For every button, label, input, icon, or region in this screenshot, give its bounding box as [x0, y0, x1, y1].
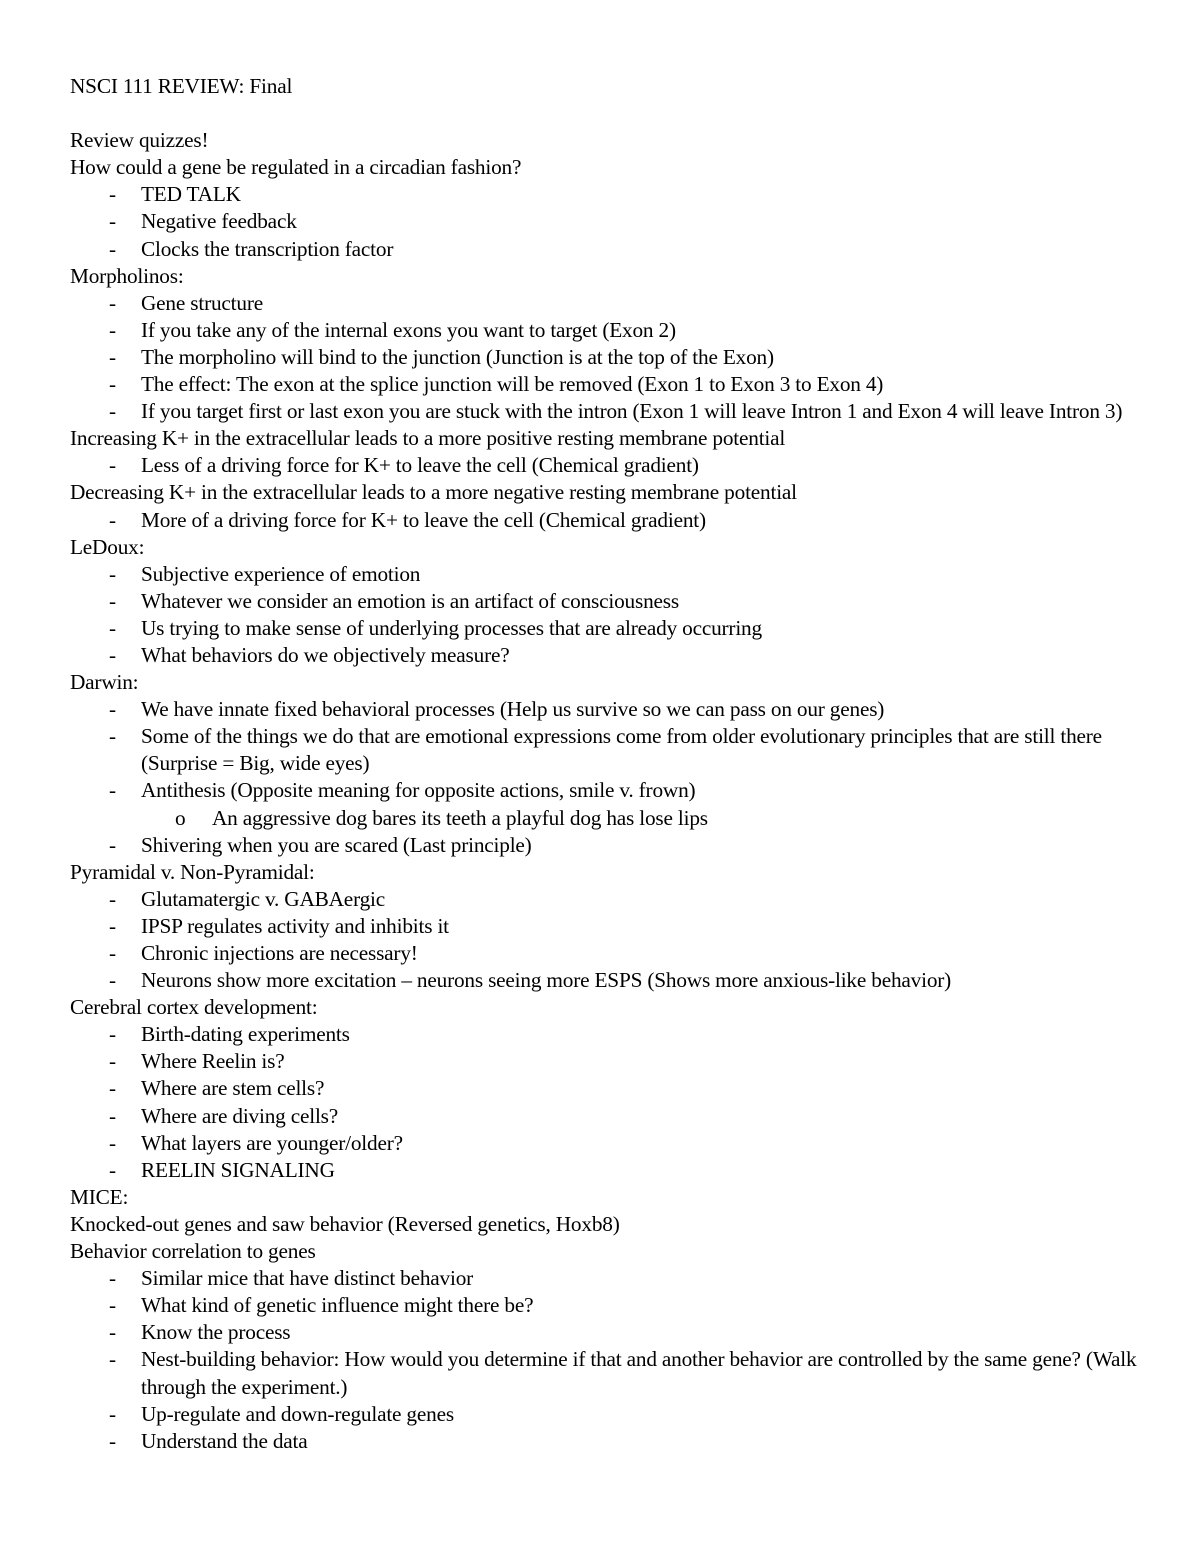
dash-bullet-marker: -	[109, 724, 116, 749]
dash-bullet-marker: -	[109, 317, 116, 342]
bullet-text: What layers are younger/older?	[141, 1130, 403, 1155]
bullet-item	[70, 181, 1150, 208]
bullet-text: Shivering when you are scared (Last principle)	[141, 832, 532, 857]
bullet-text: Birth-dating experiments	[141, 1022, 350, 1047]
dash-bullet-marker: -	[109, 1320, 116, 1345]
section-line: Behavior correlation to genes	[70, 1239, 316, 1264]
sub-bullet-item	[70, 805, 1150, 832]
bullet-item	[70, 290, 1150, 317]
bullet-item	[70, 507, 1150, 534]
bullet-text: Gene structure	[141, 290, 263, 315]
document-page	[70, 73, 1150, 1455]
dash-bullet-marker: -	[109, 968, 116, 993]
dash-bullet-marker: -	[109, 290, 116, 315]
bullet-text: Know the process	[141, 1320, 291, 1345]
section-line: MICE:	[70, 1184, 129, 1209]
document-title: NSCI 111 REVIEW: Final	[70, 74, 293, 98]
bullet-item	[70, 452, 1150, 479]
bullet-item	[70, 561, 1150, 588]
dash-bullet-marker: -	[109, 1103, 116, 1128]
bullet-text: REELIN SIGNALING	[141, 1157, 335, 1182]
dash-bullet-marker: -	[109, 561, 116, 586]
bullet-text: Clocks the transcription factor	[141, 236, 394, 261]
bullet-item	[70, 1103, 1150, 1130]
bullet-text: Nest-building behavior: How would you determine if that and another behavior are controlled by the same gene? (Walk through the experiment.)	[141, 1347, 1137, 1399]
section-line: Increasing K+ in the extracellular leads to a more positive resting membrane potential	[70, 426, 786, 451]
bullet-item	[70, 913, 1150, 940]
dash-bullet-marker: -	[109, 886, 116, 911]
bullet-text: Similar mice that have distinct behavior	[141, 1266, 474, 1291]
bullet-text: Where are stem cells?	[141, 1076, 325, 1101]
dash-bullet-marker: -	[109, 642, 116, 667]
bullet-item	[70, 1346, 1150, 1400]
dash-bullet-marker: -	[109, 1428, 116, 1453]
dash-bullet-marker: -	[109, 507, 116, 532]
bullet-item	[70, 886, 1150, 913]
section-line: Decreasing K+ in the extracellular leads to a more negative resting membrane potential	[70, 480, 797, 505]
section-line: Cerebral cortex development:	[70, 995, 318, 1020]
dash-bullet-marker: -	[109, 372, 116, 397]
dash-bullet-marker: -	[109, 1266, 116, 1291]
bullet-text: Us trying to make sense of underlying processes that are already occurring	[141, 615, 762, 640]
bullet-item	[70, 940, 1150, 967]
dash-bullet-marker: -	[109, 1130, 116, 1155]
dash-bullet-marker: -	[109, 832, 116, 857]
bullet-text: Negative feedback	[141, 209, 297, 234]
bullet-item	[70, 398, 1150, 425]
bullet-text: Antithesis (Opposite meaning for opposite actions, smile v. frown)	[141, 778, 696, 803]
bullet-text: What behaviors do we objectively measure?	[141, 642, 510, 667]
dash-bullet-marker: -	[109, 778, 116, 803]
dash-bullet-marker: -	[109, 941, 116, 965]
bullet-text: If you target first or last exon you are stuck with the intron (Exon 1 will leave Intron 1 and Exon 4 will leave Intron 3)	[141, 399, 1123, 424]
bullet-item	[70, 832, 1150, 859]
dash-bullet-marker: -	[109, 615, 116, 640]
bullet-text: IPSP regulates activity and inhibits it	[141, 913, 449, 938]
bullet-item	[70, 1075, 1150, 1102]
bullet-item	[70, 696, 1150, 723]
bullet-text: Where are diving cells?	[141, 1103, 339, 1128]
bullet-item	[70, 1048, 1150, 1075]
section-line: Morpholinos:	[70, 263, 184, 288]
bullet-text: Glutamatergic v. GABAergic	[141, 886, 385, 911]
circle-bullet-marker: o	[175, 805, 186, 830]
dash-bullet-marker: -	[109, 399, 116, 424]
bullet-text: Up-regulate and down-regulate genes	[141, 1401, 454, 1426]
section-line: Pyramidal v. Non-Pyramidal:	[70, 859, 315, 884]
dash-bullet-marker: -	[109, 182, 116, 207]
bullet-text: The morpholino will bind to the junction (Junction is at the top of the Exon)	[141, 344, 774, 369]
dash-bullet-marker: -	[109, 1022, 116, 1047]
document-body	[70, 127, 1150, 1455]
bullet-text: What kind of genetic influence might there be?	[141, 1293, 534, 1318]
bullet-item	[70, 967, 1150, 994]
dash-bullet-marker: -	[109, 697, 116, 722]
bullet-text: An aggressive dog bares its teeth a playful dog has lose lips	[212, 805, 708, 830]
bullet-text: More of a driving force for K+ to leave the cell (Chemical gradient)	[141, 507, 706, 532]
section-line: Knocked-out genes and saw behavior (Reversed genetics, Hoxb8)	[70, 1211, 620, 1236]
bullet-text: TED TALK	[141, 182, 241, 207]
dash-bullet-marker: -	[109, 453, 116, 478]
bullet-text: If you take any of the internal exons you want to target (Exon 2)	[141, 317, 676, 342]
bullet-text: Understand the data	[141, 1428, 308, 1453]
section-line: Darwin:	[70, 670, 139, 695]
bullet-text: Chronic injections are necessary!	[141, 941, 418, 965]
bullet-item	[70, 1265, 1150, 1292]
bullet-text: We have innate fixed behavioral processes (Help us survive so we can pass on our genes)	[141, 697, 885, 722]
bullet-item	[70, 1428, 1150, 1455]
bullet-text: Whatever we consider an emotion is an artifact of consciousness	[141, 588, 679, 613]
dash-bullet-marker: -	[109, 1401, 116, 1426]
bullet-item	[70, 1021, 1150, 1048]
dash-bullet-marker: -	[109, 1049, 116, 1074]
bullet-item	[70, 642, 1150, 669]
bullet-item	[70, 371, 1150, 398]
dash-bullet-marker: -	[109, 913, 116, 938]
section-line: Review quizzes!	[70, 128, 209, 153]
bullet-item	[70, 1157, 1150, 1184]
dash-bullet-marker: -	[109, 1293, 116, 1318]
bullet-item	[70, 1319, 1150, 1346]
bullet-item	[70, 588, 1150, 615]
bullet-item	[70, 1130, 1150, 1157]
dash-bullet-marker: -	[109, 1347, 116, 1372]
bullet-item	[70, 317, 1150, 344]
bullet-item	[70, 1292, 1150, 1319]
section-line: LeDoux:	[70, 534, 145, 559]
bullet-text: Where Reelin is?	[141, 1049, 285, 1074]
bullet-text: Less of a driving force for K+ to leave the cell (Chemical gradient)	[141, 453, 699, 478]
bullet-item	[70, 777, 1150, 804]
dash-bullet-marker: -	[109, 588, 116, 613]
bullet-text: Neurons show more excitation – neurons seeing more ESPS (Shows more anxious-like behavior)	[141, 968, 952, 993]
dash-bullet-marker: -	[109, 236, 116, 261]
dash-bullet-marker: -	[109, 1157, 116, 1182]
bullet-text: Subjective experience of emotion	[141, 561, 421, 586]
dash-bullet-marker: -	[109, 1076, 116, 1101]
section-line: How could a gene be regulated in a circadian fashion?	[70, 155, 522, 180]
bullet-item	[70, 1401, 1150, 1428]
bullet-item	[70, 344, 1150, 371]
bullet-item	[70, 236, 1150, 263]
bullet-text: The effect: The exon at the splice junction will be removed (Exon 1 to Exon 3 to Exon 4)	[141, 372, 884, 397]
bullet-item	[70, 615, 1150, 642]
bullet-item	[70, 723, 1150, 777]
bullet-item	[70, 208, 1150, 235]
dash-bullet-marker: -	[109, 209, 116, 234]
bullet-text: Some of the things we do that are emotional expressions come from older evolutionary principles that are still there (Surprise = Big, wide eyes)	[141, 724, 1102, 776]
dash-bullet-marker: -	[109, 344, 116, 369]
